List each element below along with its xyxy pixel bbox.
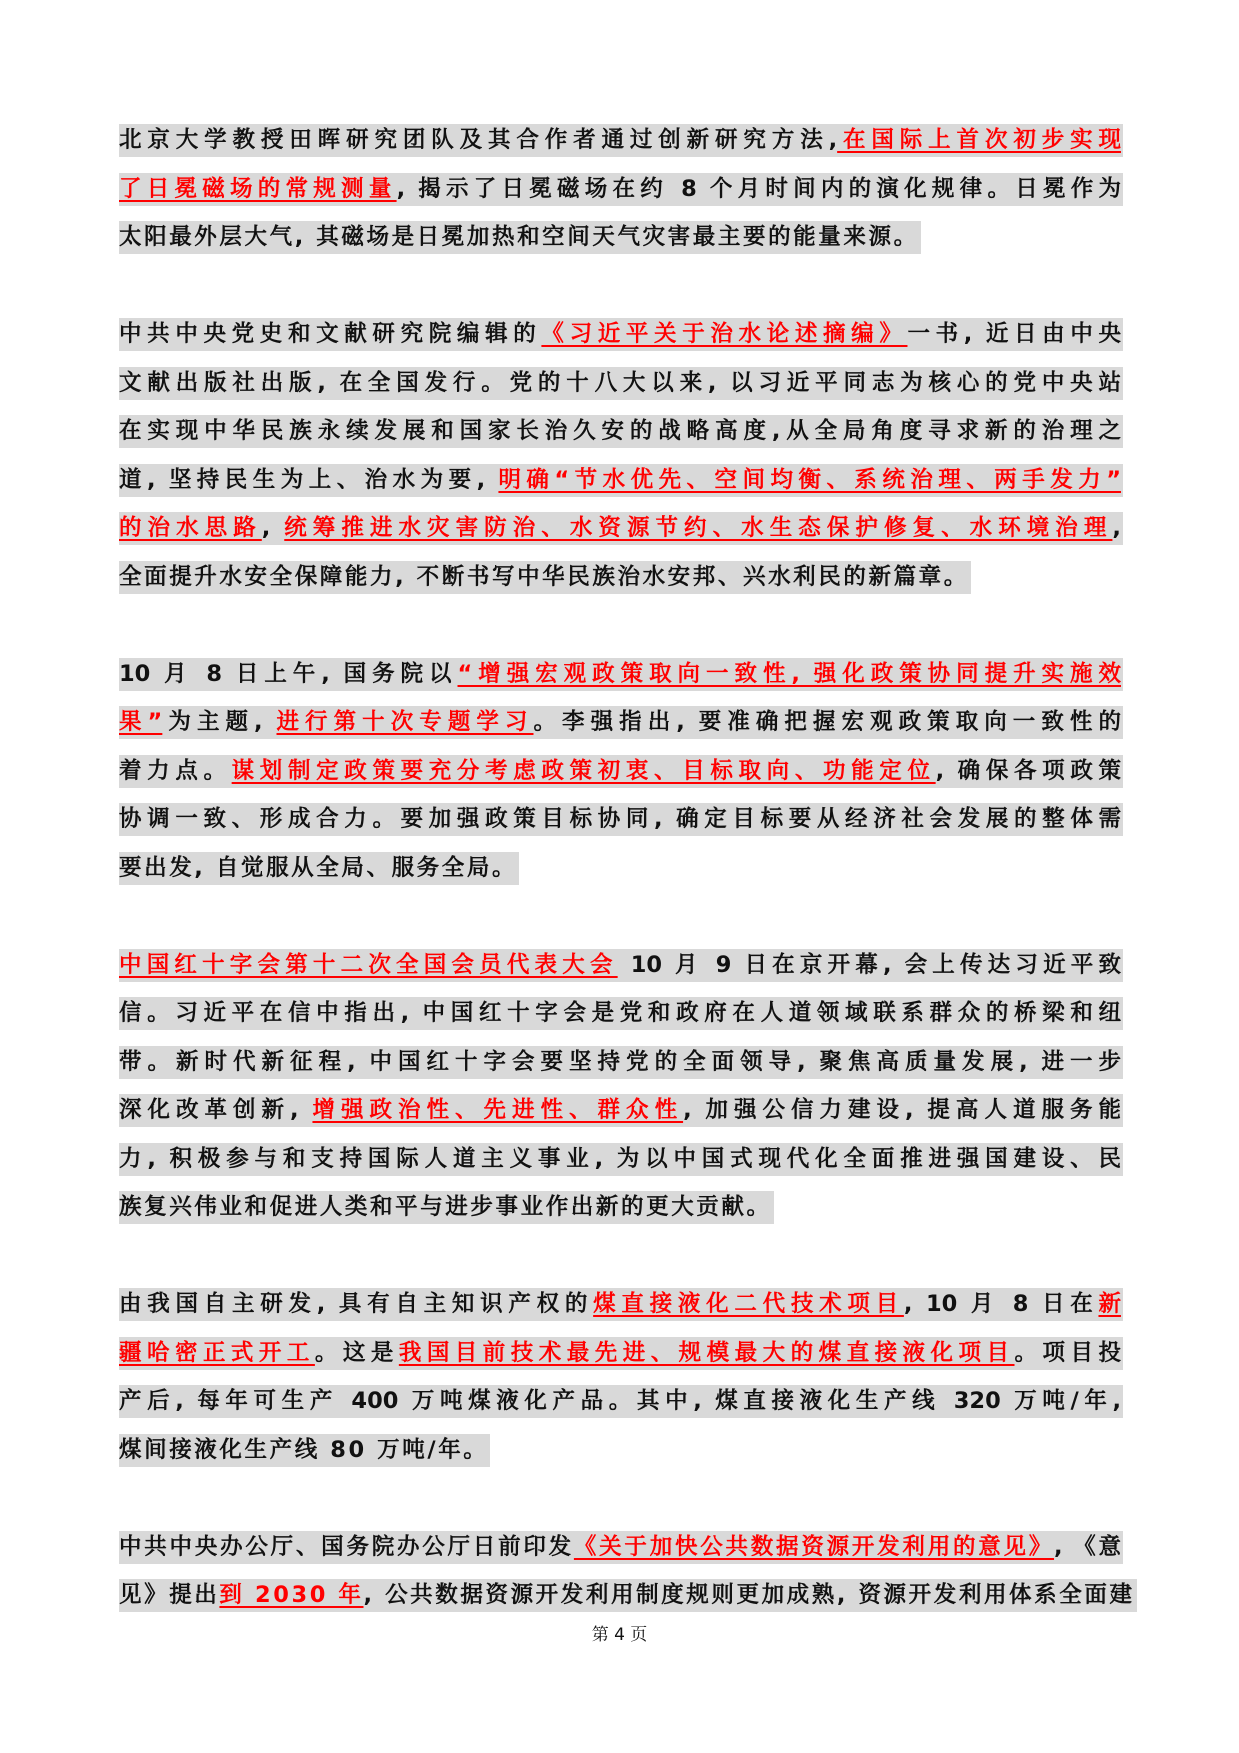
- body-text: , 加强公信力建设, 提高人道服务能: [683, 1097, 1121, 1123]
- paragraph: [119, 124, 1123, 270]
- text-line: [119, 415, 1123, 464]
- highlighted-line-band: [119, 367, 1123, 400]
- text-line: [119, 1385, 1123, 1434]
- body-text: 10 月 9 日在京开幕, 会上传达习近平致: [617, 951, 1121, 978]
- red-underlined-key-phrase: 中国红十字会第十二次全国会员代表大会: [119, 951, 618, 978]
- red-underlined-key-phrase: 果”: [119, 709, 163, 735]
- highlighted-line-band: [119, 561, 971, 594]
- body-text: 要出发, 自觉服从全局、服务全局。: [119, 854, 518, 881]
- text-line: [119, 1191, 1123, 1240]
- body-text: 族复兴伟业和促进人类和平与进步事业作出新的更大贡献。: [119, 1194, 772, 1220]
- red-underlined-key-phrase: 谋划制定政策要充分考虑政策初衷、目标取向、功能定位: [231, 757, 936, 784]
- body-text: 带。新时代新征程, 中国红十字会要坚持党的全面领导, 聚焦高质量发展, 进一步: [119, 1048, 1121, 1075]
- text-line: [119, 1434, 1123, 1483]
- text-line: [119, 803, 1123, 852]
- paragraph: [119, 1288, 1123, 1482]
- body-text: 在实现中华民族永续发展和国家长治久安的战略高度,从全局角度寻求新的治理之: [119, 418, 1121, 444]
- red-underlined-key-phrase: 增强政治性、先进性、群众性: [312, 1097, 684, 1123]
- body-text: 文献出版社出版, 在全国发行。党的十八大以来, 以习近平同志为核心的党中央站: [119, 369, 1121, 396]
- text-line: [119, 1288, 1123, 1337]
- highlighted-line-band: [119, 124, 1123, 157]
- highlighted-line-band: [119, 318, 1123, 351]
- body-text: 着力点。: [119, 757, 232, 784]
- text-line: [119, 124, 1123, 173]
- highlighted-line-band: [119, 852, 519, 885]
- red-underlined-key-phrase: 我国目前技术最先进、规模最大的煤直接液化项目: [398, 1339, 1015, 1366]
- text-line: [119, 512, 1123, 561]
- body-text: 中共中央办公厅、国务院办公厅日前印发: [119, 1533, 574, 1560]
- text-line: [119, 852, 1123, 901]
- body-text: 见》提出: [119, 1582, 220, 1608]
- highlighted-line-band: [119, 1046, 1123, 1079]
- highlighted-line-band: [119, 755, 1123, 788]
- text-line: [119, 464, 1123, 513]
- red-underlined-key-phrase: 《习近平关于治水论述摘编》: [541, 321, 908, 347]
- body-text: 10 月 8 日上午, 国务院以: [119, 660, 458, 687]
- highlighted-line-band: [119, 1094, 1123, 1127]
- text-line: [119, 1046, 1123, 1095]
- paragraph: [119, 1531, 1135, 1628]
- body-text: 道, 坚持民生为上、治水为要,: [119, 466, 499, 493]
- body-text: 协调一致、形成合力。要加强政策目标协同, 确定目标要从经济社会发展的整体需: [119, 806, 1121, 832]
- text-line: [119, 997, 1123, 1046]
- highlighted-line-band: [119, 658, 1123, 691]
- body-text: , 揭示了日冕磁场在约 8 个月时间内的演化规律。日冕作为: [396, 175, 1121, 202]
- body-text: 力, 积极参与和支持国际人道主义事业, 为以中国式现代化全面推进强国建设、民: [119, 1145, 1121, 1172]
- highlighted-line-band: [119, 949, 1123, 982]
- red-underlined-key-phrase: 明确“节水优先、空间均衡、系统治理、两手发力”: [498, 466, 1121, 493]
- body-text: 深化改革创新,: [119, 1097, 313, 1123]
- body-text: 。李强指出, 要准确把握宏观政策取向一致性的: [533, 709, 1121, 735]
- red-underlined-key-phrase: 《关于加快公共数据资源开发利用的意见》: [573, 1533, 1055, 1560]
- red-underlined-key-phrase: 的治水思路: [119, 515, 262, 541]
- body-text: 信。习近平在信中指出, 中国红十字会是党和政府在人道领域联系群众的桥梁和纽: [119, 1000, 1121, 1026]
- page-number: 第 4 页: [591, 1625, 648, 1645]
- text-line: [119, 658, 1123, 707]
- text-line: [119, 367, 1123, 416]
- highlighted-line-band: [119, 1531, 1123, 1564]
- red-underlined-key-phrase: “增强宏观政策取向一致性, 强化政策协同提升实施效: [457, 660, 1121, 687]
- highlighted-line-band: [119, 1191, 774, 1224]
- highlighted-line-band: [119, 706, 1123, 739]
- body-text: 太阳最外层大气, 其磁场是日冕加热和空间天气灾害最主要的能量来源。: [119, 224, 919, 250]
- highlighted-line-band: [119, 1385, 1123, 1418]
- body-text: , 10 月 8 日在: [903, 1291, 1099, 1317]
- red-underlined-key-phrase: 在国际上首次初步实现: [837, 127, 1121, 153]
- body-text: ,: [261, 515, 285, 541]
- highlighted-line-band: [119, 512, 1123, 545]
- paragraph: [119, 318, 1123, 609]
- red-underlined-key-phrase: 煤直接液化二代技术项目: [593, 1291, 904, 1317]
- text-line: [119, 221, 1123, 270]
- highlighted-line-band: [119, 1434, 490, 1467]
- highlighted-line-band: [119, 415, 1123, 448]
- text-line: [119, 318, 1123, 367]
- text-line: [119, 706, 1123, 755]
- body-text: 由我国自主研发, 具有自主知识产权的: [119, 1291, 594, 1317]
- text-line: [119, 1094, 1123, 1143]
- body-text: ,: [1112, 515, 1121, 541]
- text-line: [119, 1143, 1123, 1192]
- text-line: [119, 173, 1123, 222]
- document-body: [119, 124, 1135, 1676]
- body-text: 。项目投: [1014, 1339, 1121, 1366]
- red-underlined-key-phrase: 新: [1098, 1291, 1121, 1317]
- body-text: 全面提升水安全保障能力, 不断书写中华民族治水安邦、兴水利民的新篇章。: [119, 563, 969, 590]
- body-text: , 公共数据资源开发利用制度规则更加成熟, 资源开发利用体系全面建: [363, 1582, 1135, 1608]
- red-underlined-key-phrase: 进行第十次专题学习: [276, 709, 534, 735]
- body-text: 为主题,: [162, 709, 277, 735]
- paragraph: [119, 949, 1123, 1240]
- body-text: 中共中央党史和文献研究院编辑的: [119, 321, 542, 347]
- highlighted-line-band: [119, 997, 1123, 1030]
- body-text: 产后, 每年可生产 400 万吨煤液化产品。其中, 煤直接液化生产线 320 万吨/年,: [119, 1388, 1121, 1414]
- text-line: [119, 755, 1123, 804]
- text-line: [119, 949, 1123, 998]
- text-line: [119, 1337, 1123, 1386]
- body-text: 北京大学教授田晖研究团队及其合作者通过创新研究方法,: [119, 127, 838, 153]
- body-text: 一书, 近日由中央: [907, 321, 1121, 347]
- text-line: [119, 561, 1123, 610]
- body-text: 煤间接液化生产线 80 万吨/年。: [119, 1436, 489, 1463]
- highlighted-line-band: [119, 464, 1123, 497]
- highlighted-line-band: [119, 1337, 1123, 1370]
- body-text: , 《意: [1054, 1533, 1121, 1560]
- body-text: 。这是: [314, 1339, 399, 1366]
- body-text: , 确保各项政策: [935, 757, 1121, 784]
- paragraph: [119, 658, 1123, 901]
- highlighted-line-band: [119, 221, 921, 254]
- highlighted-line-band: [119, 1143, 1123, 1176]
- highlighted-line-band: [119, 803, 1123, 836]
- red-underlined-key-phrase: 疆哈密正式开工: [119, 1339, 315, 1366]
- highlighted-line-band: [119, 1579, 1137, 1612]
- red-underlined-key-phrase: 统筹推进水灾害防治、水资源节约、水生态保护修复、水环境治理: [284, 515, 1113, 541]
- highlighted-line-band: [119, 1288, 1123, 1321]
- text-line: [119, 1531, 1123, 1580]
- red-underlined-key-phrase: 到 2030 年: [219, 1582, 364, 1608]
- highlighted-line-band: [119, 173, 1123, 206]
- red-underlined-key-phrase: 了日冕磁场的常规测量: [119, 175, 397, 202]
